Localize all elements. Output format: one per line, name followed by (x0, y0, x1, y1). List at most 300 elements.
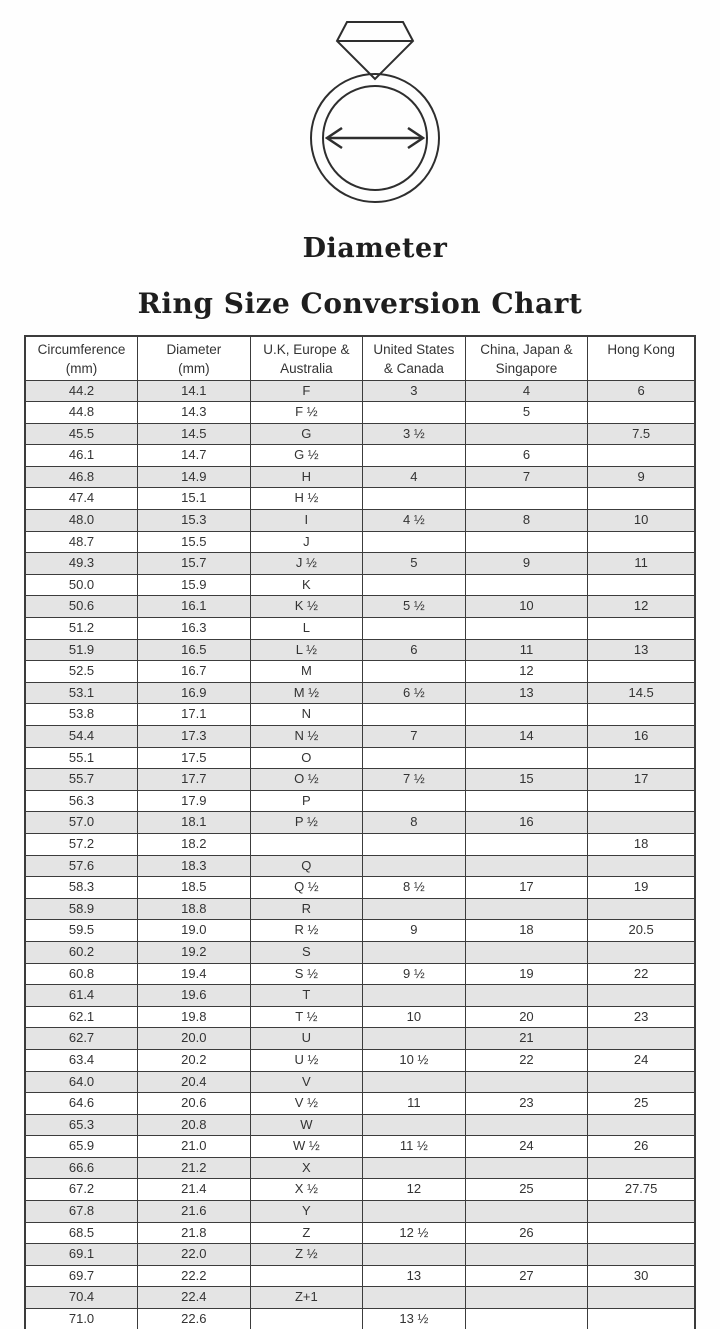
table-row (25, 1028, 695, 1050)
cell: 20.5 (588, 920, 695, 942)
cell: R (250, 898, 363, 920)
col-header-uk-europe-australia (250, 336, 363, 380)
col-header-diameter (138, 336, 251, 380)
cell: 65.9 (25, 1136, 138, 1158)
cell (363, 1201, 466, 1223)
cell: S (250, 941, 363, 963)
cell: 62.1 (25, 1006, 138, 1028)
cell: 22 (465, 1049, 588, 1071)
cell (250, 1309, 363, 1329)
cell: 19.6 (138, 985, 251, 1007)
table-row (25, 466, 695, 488)
cell: I (250, 510, 363, 532)
table-row (25, 812, 695, 834)
cell: 3 (363, 380, 466, 402)
cell: 19.8 (138, 1006, 251, 1028)
col-header-line: (mm) (65, 361, 98, 376)
cell: 23 (465, 1093, 588, 1115)
table-row (25, 1157, 695, 1179)
table-row (25, 402, 695, 424)
cell: 12 ½ (363, 1222, 466, 1244)
cell: 8 ½ (363, 877, 466, 899)
cell: 19.4 (138, 963, 251, 985)
table-row (25, 920, 695, 942)
cell: 13 (363, 1265, 466, 1287)
cell: 15.5 (138, 531, 251, 553)
cell (363, 1287, 466, 1309)
cell (363, 618, 466, 640)
cell: 16 (465, 812, 588, 834)
cell: 60.8 (25, 963, 138, 985)
cell (363, 402, 466, 424)
col-header-line: Australia (280, 361, 333, 376)
cell: 6 (465, 445, 588, 467)
cell: 21.8 (138, 1222, 251, 1244)
cell (465, 1244, 588, 1266)
cell (363, 1028, 466, 1050)
cell: 10 (465, 596, 588, 618)
cell: 20.4 (138, 1071, 251, 1093)
cell: 21.2 (138, 1157, 251, 1179)
cell: 9 (588, 466, 695, 488)
cell: 20.6 (138, 1093, 251, 1115)
cell: 11 ½ (363, 1136, 466, 1158)
cell: 30 (588, 1265, 695, 1287)
table-row (25, 682, 695, 704)
cell: 19.2 (138, 941, 251, 963)
cell: 16.7 (138, 661, 251, 683)
col-header-line: Singapore (495, 361, 558, 376)
cell (363, 661, 466, 683)
cell: 14.1 (138, 380, 251, 402)
cell: 57.0 (25, 812, 138, 834)
cell: 44.8 (25, 402, 138, 424)
cell: 4 (363, 466, 466, 488)
cell: J ½ (250, 553, 363, 575)
cell: 47.4 (25, 488, 138, 510)
cell: 70.4 (25, 1287, 138, 1309)
cell (465, 618, 588, 640)
cell: Q ½ (250, 877, 363, 899)
table-row (25, 1093, 695, 1115)
cell: 11 (465, 639, 588, 661)
table-row (25, 639, 695, 661)
cell: 18 (465, 920, 588, 942)
cell (588, 1201, 695, 1223)
table-row (25, 1114, 695, 1136)
cell: 4 ½ (363, 510, 466, 532)
cell: 14.9 (138, 466, 251, 488)
cell: 21.4 (138, 1179, 251, 1201)
cell: 5 ½ (363, 596, 466, 618)
cell: 18.5 (138, 877, 251, 899)
col-header-line: (mm) (178, 361, 210, 376)
cell: 12 (588, 596, 695, 618)
cell: 61.4 (25, 985, 138, 1007)
cell: 16.1 (138, 596, 251, 618)
cell: 64.6 (25, 1093, 138, 1115)
table-row (25, 553, 695, 575)
cell: 57.2 (25, 833, 138, 855)
cell (465, 1201, 588, 1223)
cell: X (250, 1157, 363, 1179)
cell (363, 531, 466, 553)
table-row (25, 898, 695, 920)
cell (588, 812, 695, 834)
cell: 3 ½ (363, 423, 466, 445)
cell: 17 (588, 769, 695, 791)
cell: 17.1 (138, 704, 251, 726)
ring-illustration (0, 0, 720, 213)
cell: 44.2 (25, 380, 138, 402)
cell (363, 488, 466, 510)
col-header-us-canada (363, 336, 466, 380)
cell: 15.1 (138, 488, 251, 510)
cell: 16 (588, 726, 695, 748)
cell: 14.5 (138, 423, 251, 445)
table-row (25, 445, 695, 467)
cell: 8 (465, 510, 588, 532)
cell: Z (250, 1222, 363, 1244)
table-row (25, 769, 695, 791)
cell: 22 (588, 963, 695, 985)
cell: 14.3 (138, 402, 251, 424)
ring-size-table (24, 335, 696, 1329)
cell (363, 704, 466, 726)
cell: 15.3 (138, 510, 251, 532)
cell: O (250, 747, 363, 769)
table-row (25, 574, 695, 596)
cell: 24 (465, 1136, 588, 1158)
cell: 55.1 (25, 747, 138, 769)
cell: 17 (465, 877, 588, 899)
cell: T (250, 985, 363, 1007)
cell: 48.0 (25, 510, 138, 532)
cell (465, 747, 588, 769)
cell (363, 445, 466, 467)
cell: N ½ (250, 726, 363, 748)
cell: 57.6 (25, 855, 138, 877)
col-header-circumference (25, 336, 138, 380)
cell: K ½ (250, 596, 363, 618)
cell: K (250, 574, 363, 596)
cell: 51.9 (25, 639, 138, 661)
cell: 21 (465, 1028, 588, 1050)
table-header (25, 336, 695, 380)
cell (465, 898, 588, 920)
cell: 10 ½ (363, 1049, 466, 1071)
cell: F ½ (250, 402, 363, 424)
cell: O ½ (250, 769, 363, 791)
table-row (25, 1006, 695, 1028)
cell: 15 (465, 769, 588, 791)
cell: F (250, 380, 363, 402)
cell (465, 855, 588, 877)
cell: 52.5 (25, 661, 138, 683)
cell: 22.2 (138, 1265, 251, 1287)
cell: 18.3 (138, 855, 251, 877)
cell (588, 1309, 695, 1329)
table-row (25, 726, 695, 748)
cell: 71.0 (25, 1309, 138, 1329)
table-row (25, 618, 695, 640)
cell: 9 (465, 553, 588, 575)
cell (588, 618, 695, 640)
cell: 10 (363, 1006, 466, 1028)
cell: 11 (588, 553, 695, 575)
cell (588, 704, 695, 726)
cell (588, 488, 695, 510)
cell: 62.7 (25, 1028, 138, 1050)
table-row (25, 510, 695, 532)
cell: 27 (465, 1265, 588, 1287)
table-row (25, 1071, 695, 1093)
cell: 12 (363, 1179, 466, 1201)
cell: N (250, 704, 363, 726)
cell: M (250, 661, 363, 683)
cell (588, 1244, 695, 1266)
cell: M ½ (250, 682, 363, 704)
cell: 8 (363, 812, 466, 834)
cell: 48.7 (25, 531, 138, 553)
cell (363, 833, 466, 855)
cell: 9 ½ (363, 963, 466, 985)
cell: 14.5 (588, 682, 695, 704)
cell: 53.1 (25, 682, 138, 704)
col-header-hong-kong (588, 336, 695, 380)
cell: 16.5 (138, 639, 251, 661)
cell: 22.0 (138, 1244, 251, 1266)
cell (465, 1157, 588, 1179)
cell: 14 (465, 726, 588, 748)
table-row (25, 1244, 695, 1266)
cell: 7 (465, 466, 588, 488)
table-row (25, 661, 695, 683)
cell: 19 (588, 877, 695, 899)
cell: 55.7 (25, 769, 138, 791)
cell: 54.4 (25, 726, 138, 748)
cell: V ½ (250, 1093, 363, 1115)
diameter-label: Diameter (302, 233, 448, 264)
cell (363, 574, 466, 596)
cell: 18.8 (138, 898, 251, 920)
table-row (25, 596, 695, 618)
cell: L ½ (250, 639, 363, 661)
cell: 46.1 (25, 445, 138, 467)
cell (465, 704, 588, 726)
cell: 19.0 (138, 920, 251, 942)
cell: L (250, 618, 363, 640)
cell: J (250, 531, 363, 553)
table-row (25, 1222, 695, 1244)
cell: 51.2 (25, 618, 138, 640)
cell: T ½ (250, 1006, 363, 1028)
table-row (25, 1265, 695, 1287)
col-header-line: Diameter (166, 342, 222, 357)
col-header-line: U.K, Europe & (263, 342, 350, 357)
cell: 67.2 (25, 1179, 138, 1201)
cell: G ½ (250, 445, 363, 467)
cell (465, 423, 588, 445)
cell (465, 531, 588, 553)
table-row (25, 531, 695, 553)
cell (363, 790, 466, 812)
cell: 14.7 (138, 445, 251, 467)
cell (250, 1265, 363, 1287)
cell (465, 941, 588, 963)
cell (363, 855, 466, 877)
table-row (25, 380, 695, 402)
page-title: Ring Size Conversion Chart (137, 287, 583, 320)
cell (588, 790, 695, 812)
table-row (25, 423, 695, 445)
cell: 21.0 (138, 1136, 251, 1158)
cell (588, 661, 695, 683)
table-row (25, 488, 695, 510)
cell: 5 (363, 553, 466, 575)
table-row (25, 1136, 695, 1158)
cell: 12 (465, 661, 588, 683)
cell: 6 (363, 639, 466, 661)
cell: 58.9 (25, 898, 138, 920)
cell: U ½ (250, 1049, 363, 1071)
cell: 46.8 (25, 466, 138, 488)
cell (363, 1114, 466, 1136)
cell: 17.9 (138, 790, 251, 812)
table-row (25, 833, 695, 855)
table-row (25, 1179, 695, 1201)
table-row (25, 985, 695, 1007)
cell (465, 1309, 588, 1329)
cell: Z+1 (250, 1287, 363, 1309)
cell: P ½ (250, 812, 363, 834)
cell (465, 1287, 588, 1309)
cell: 68.5 (25, 1222, 138, 1244)
cell (588, 1222, 695, 1244)
cell (465, 790, 588, 812)
cell: 4 (465, 380, 588, 402)
cell (363, 898, 466, 920)
cell (588, 574, 695, 596)
cell (465, 1071, 588, 1093)
cell (588, 1028, 695, 1050)
cell (363, 1071, 466, 1093)
cell: 7 ½ (363, 769, 466, 791)
cell (588, 898, 695, 920)
cell: 13 ½ (363, 1309, 466, 1329)
col-header-line: China, Japan & (480, 342, 573, 357)
cell (588, 445, 695, 467)
table-row (25, 704, 695, 726)
cell: 9 (363, 920, 466, 942)
cell: 59.5 (25, 920, 138, 942)
cell: S ½ (250, 963, 363, 985)
cell: 25 (465, 1179, 588, 1201)
cell: 7 (363, 726, 466, 748)
cell: 18 (588, 833, 695, 855)
cell (363, 941, 466, 963)
ring-diameter-icon (250, 8, 500, 208)
cell (465, 1114, 588, 1136)
cell (588, 1287, 695, 1309)
cell: 19 (465, 963, 588, 985)
col-header-china-japan-singapore (465, 336, 588, 380)
cell (250, 833, 363, 855)
table-row (25, 747, 695, 769)
col-header-line: Circumference (37, 342, 126, 357)
cell: W ½ (250, 1136, 363, 1158)
cell: 20.0 (138, 1028, 251, 1050)
cell: 26 (465, 1222, 588, 1244)
table-row (25, 1287, 695, 1309)
cell: 17.7 (138, 769, 251, 791)
cell: Y (250, 1201, 363, 1223)
cell: V (250, 1071, 363, 1093)
table-row (25, 877, 695, 899)
cell (588, 531, 695, 553)
cell: P (250, 790, 363, 812)
cell: 16.3 (138, 618, 251, 640)
cell: 22.6 (138, 1309, 251, 1329)
cell: 13 (465, 682, 588, 704)
cell: 64.0 (25, 1071, 138, 1093)
cell: Z ½ (250, 1244, 363, 1266)
table-row (25, 790, 695, 812)
table-row (25, 963, 695, 985)
table-row (25, 855, 695, 877)
cell (588, 1157, 695, 1179)
col-header-line: United States (373, 342, 455, 357)
cell: 11 (363, 1093, 466, 1115)
cell (465, 833, 588, 855)
cell: 7.5 (588, 423, 695, 445)
cell (465, 574, 588, 596)
cell: 17.5 (138, 747, 251, 769)
cell: 20 (465, 1006, 588, 1028)
cell: R ½ (250, 920, 363, 942)
cell: 20.8 (138, 1114, 251, 1136)
cell: 63.4 (25, 1049, 138, 1071)
cell: 56.3 (25, 790, 138, 812)
col-header-line: Hong Kong (607, 342, 675, 357)
cell: 18.2 (138, 833, 251, 855)
cell: 16.9 (138, 682, 251, 704)
cell: H (250, 466, 363, 488)
cell: 66.6 (25, 1157, 138, 1179)
cell (363, 1157, 466, 1179)
cell: 20.2 (138, 1049, 251, 1071)
cell (363, 1244, 466, 1266)
table-row (25, 941, 695, 963)
cell: 26 (588, 1136, 695, 1158)
cell: 15.7 (138, 553, 251, 575)
cell: 60.2 (25, 941, 138, 963)
cell: X ½ (250, 1179, 363, 1201)
cell: H ½ (250, 488, 363, 510)
cell (588, 402, 695, 424)
cell: 27.75 (588, 1179, 695, 1201)
cell: Q (250, 855, 363, 877)
table-body (25, 380, 695, 1329)
cell: 65.3 (25, 1114, 138, 1136)
cell: G (250, 423, 363, 445)
cell (588, 1114, 695, 1136)
cell (588, 855, 695, 877)
cell: 10 (588, 510, 695, 532)
cell (588, 941, 695, 963)
cell: 69.7 (25, 1265, 138, 1287)
cell (465, 985, 588, 1007)
